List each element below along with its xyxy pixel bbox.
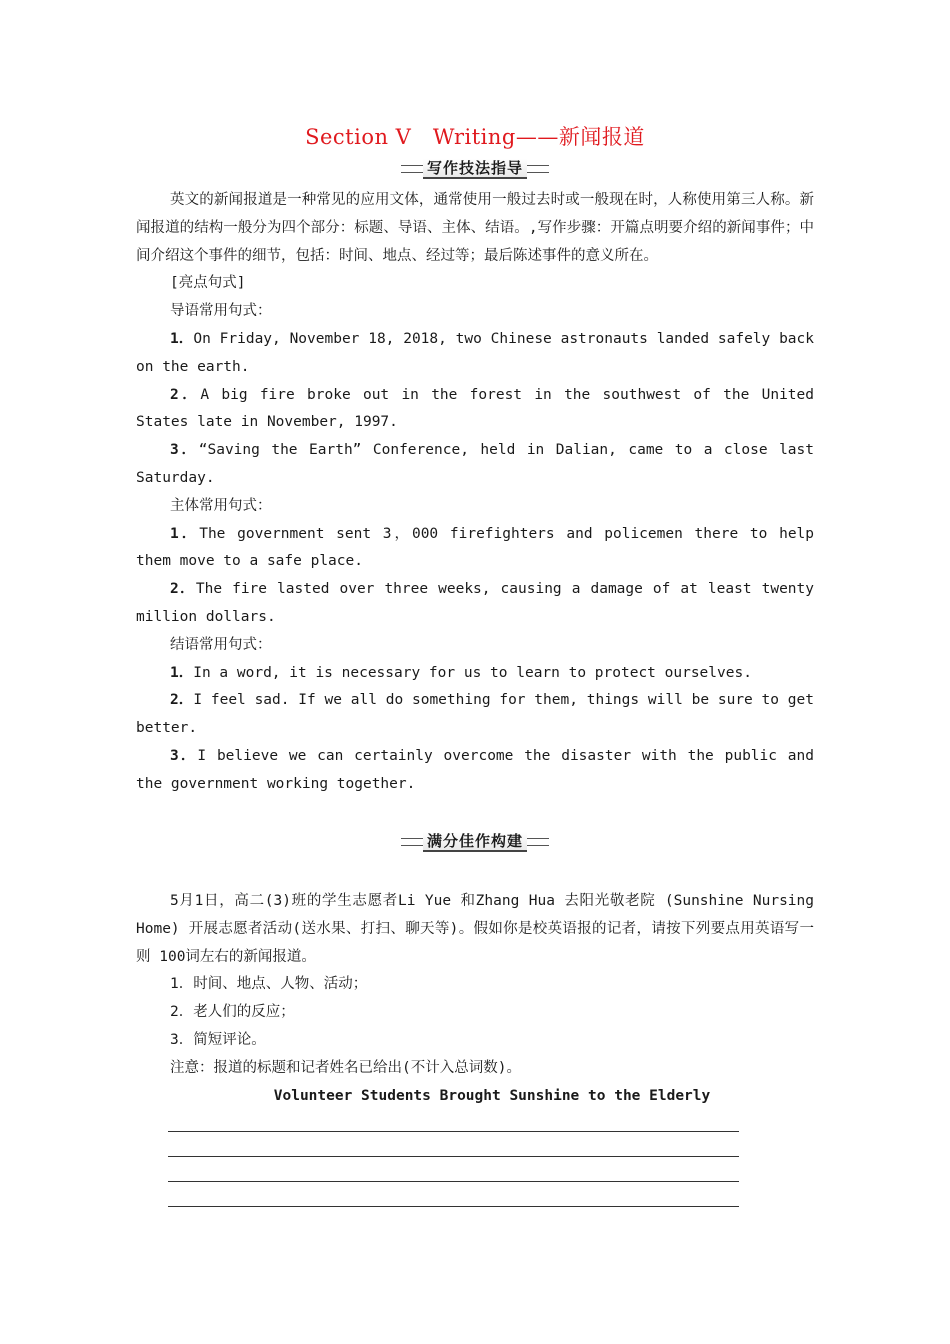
intro-paragraph: 英文的新闻报道是一种常见的应用文体，通常使用一般过去时或一般现在时，人称使用第三人称。新闻报道的结构一般分为四个部分：标题、导语、主体、结语。,写作步骤：开篇点明要介绍的新闻事件；中间介绍这个事件的细节，包括：时间、地点、经过等；最后陈述事件的意义所在。	[136, 192, 814, 264]
item-number: 2．	[170, 581, 196, 598]
ending-sentence	[136, 687, 814, 743]
task-note: 注意：报道的标题和记者姓名已给出(不计入总词数)。	[170, 1059, 521, 1076]
answer-line[interactable]	[168, 1131, 739, 1132]
highlight-label: [亮点句式]	[170, 275, 246, 292]
section-tag-model-essay	[0, 832, 950, 852]
writing-guide-section	[136, 187, 814, 799]
section-tag-label: 写作技法指导	[423, 159, 527, 179]
tag-decoration-right	[527, 838, 549, 846]
body-sentence	[136, 576, 814, 632]
sentence-text: The government sent 3，000 firefighters and policemen there to help them move to a safe place.	[136, 525, 815, 570]
tag-decoration-left	[401, 838, 423, 846]
tag-decoration-left	[401, 165, 423, 173]
answer-line[interactable]	[168, 1181, 739, 1182]
sentence-text: A big fire broke out in the forest in the southwest of the United States late in November, 1997.	[136, 386, 814, 431]
sentence-text: I believe we can certainly overcome the disaster with the public and the government working together.	[136, 747, 814, 792]
ending-sentence	[136, 660, 814, 688]
lead-sentence	[136, 437, 814, 493]
section-tag-label: 满分佳作构建	[423, 832, 527, 852]
item-number: 3．	[170, 442, 199, 459]
body-sentence	[136, 521, 814, 577]
task-prompt: 5月1日，高二(3)班的学生志愿者Li Yue 和Zhang Hua 去阳光敬老院 (Sunshine Nursing Home) 开展志愿者活动(送水果、打扫、聊天等)。假如你是校英语报的记者，请按下列要点用英语写一则 100词左右的新闻报道。	[136, 893, 814, 965]
sentence-text: “Saving the Earth” Conference, held in Dalian, came to a close last Saturday.	[136, 442, 814, 486]
item-number: 2．	[170, 692, 194, 709]
task-point: 3．简短评论。	[170, 1031, 266, 1048]
sentence-text: In a word, it is necessary for us to learn to protect ourselves.	[193, 664, 752, 681]
lead-sentence	[136, 326, 814, 382]
answer-lines[interactable]	[168, 1131, 739, 1231]
tag-decoration-right	[527, 165, 549, 173]
section-tag-writing-guide	[0, 159, 950, 179]
lead-label: 导语常用句式：	[170, 303, 272, 320]
item-number: 1．	[170, 525, 200, 542]
task-point: 2．老人们的反应；	[170, 1004, 295, 1021]
ending-sentence	[136, 743, 814, 799]
page-title: Section Ⅴ Writing——新闻报道	[305, 125, 645, 149]
ending-label: 结语常用句式：	[170, 636, 272, 653]
body-label: 主体常用句式：	[170, 497, 272, 514]
sentence-text: On Friday, November 18, 2018, two Chinese astronauts landed safely back on the earth.	[136, 330, 814, 375]
lead-sentence	[136, 382, 814, 438]
item-number: 3．	[170, 747, 198, 764]
item-number: 1．	[170, 330, 194, 347]
answer-line[interactable]	[168, 1156, 739, 1157]
writing-task-section	[136, 888, 814, 1110]
sentence-text: The fire lasted over three weeks, causing a damage of at least twenty million dollars.	[136, 581, 814, 625]
sentence-text: I feel sad. If we all do something for them, things will be sure to get better.	[136, 692, 814, 737]
answer-line[interactable]	[168, 1206, 739, 1207]
essay-title: Volunteer Students Brought Sunshine to the Elderly	[273, 1087, 711, 1104]
item-number: 1．	[170, 664, 194, 681]
item-number: 2．	[170, 386, 201, 403]
task-point: 1．时间、地点、人物、活动；	[170, 976, 368, 993]
